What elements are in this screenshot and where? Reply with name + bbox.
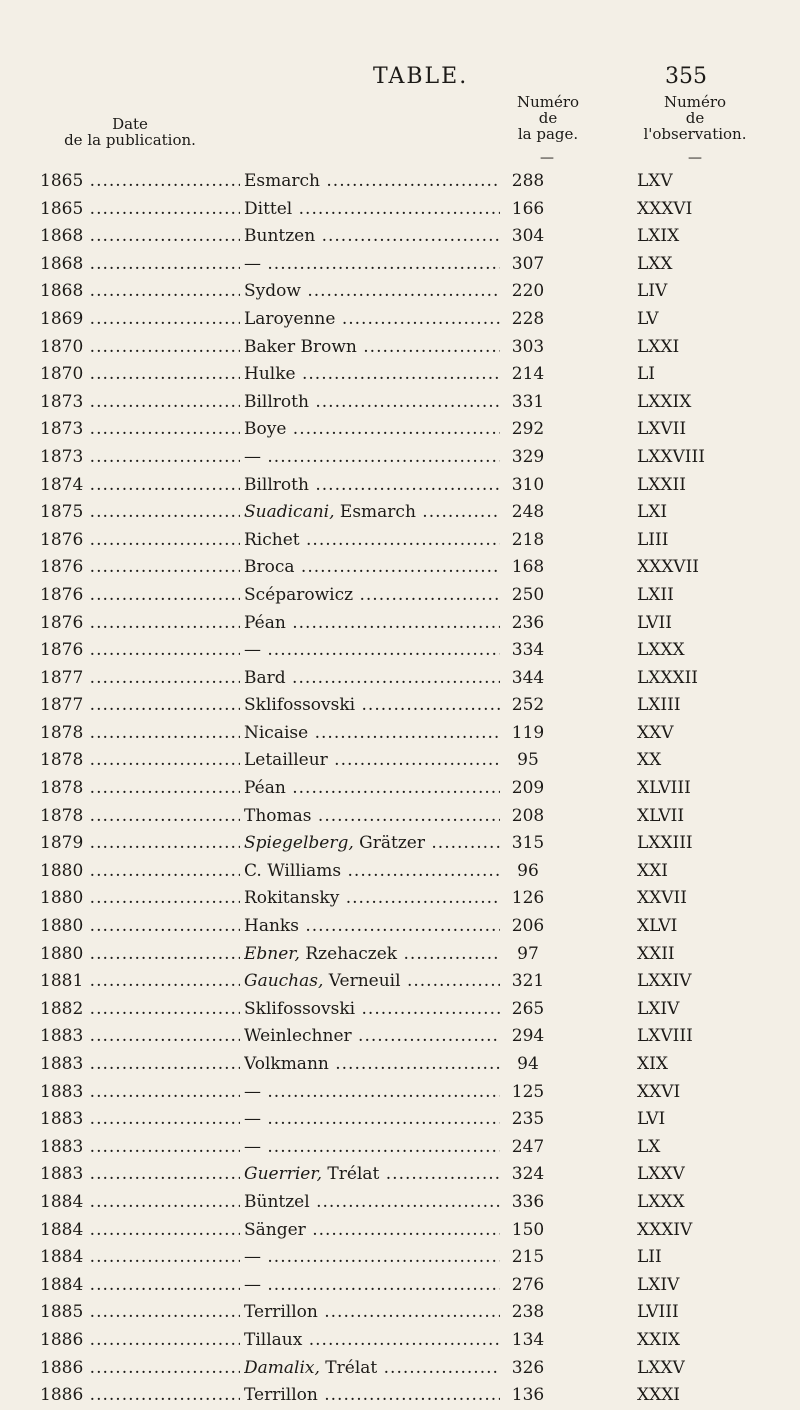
page-number-cell: 119 (511, 722, 545, 743)
page-number-cell: 97 (517, 943, 539, 964)
author-name (244, 554, 500, 582)
observation-number-cell: LXIX (637, 226, 680, 247)
page-number-cell: 288 (511, 171, 545, 191)
author-name (244, 444, 500, 472)
observation-number-cell: XXII (637, 943, 675, 964)
page-number-cell: 209 (511, 778, 545, 799)
author-name-text: Laroyenne (244, 308, 336, 329)
author-name-text: Nicaise (244, 722, 309, 743)
author-name (244, 747, 500, 775)
publication-date: 1876 ..... (40, 582, 240, 610)
author-name (244, 1299, 500, 1327)
author-name (244, 582, 500, 610)
column-header-line: de (685, 109, 705, 127)
author-name-text: Péan (244, 612, 286, 633)
observation-number-cell: LXXI (637, 336, 680, 357)
page-number-cell: 96 (517, 860, 539, 881)
page-number-cell: 331 (511, 391, 545, 412)
author-name-italic: Ebner, (244, 943, 300, 964)
publication-date: 1881 ..... (40, 968, 240, 996)
author-name (244, 361, 500, 389)
table-row (0, 747, 800, 775)
page-number-cell: 247 (511, 1136, 545, 1157)
author-name-text: Broca (244, 557, 295, 578)
table-row (0, 1106, 800, 1134)
publication-date: 1880 ..... (40, 858, 240, 886)
observation-number-cell: LXXIX (637, 391, 692, 412)
page-number-cell: 220 (511, 281, 545, 302)
page-number-cell: 238 (511, 1302, 545, 1323)
publication-date: 1878 ..... (40, 803, 240, 831)
observation-number-cell: XX (637, 750, 662, 771)
table-row (0, 1051, 800, 1079)
column-header-line: la page. (517, 125, 579, 143)
observation-number-cell: LI (637, 364, 656, 385)
table-row (0, 1161, 800, 1189)
table-row (0, 858, 800, 886)
publication-date: 1877 ..... (40, 665, 240, 693)
publication-date: 1878 ..... (40, 720, 240, 748)
page-number-cell: 126 (511, 888, 545, 909)
column-header-line: de la publication. (64, 131, 196, 149)
observation-number-cell: LXX (637, 253, 673, 274)
publication-date: 1875 ..... (40, 499, 240, 527)
publication-date: 1876 ..... (40, 637, 240, 665)
author-name (244, 665, 500, 693)
column-header-page (488, 94, 608, 142)
observation-number-cell: XXV (637, 722, 674, 743)
author-name (244, 306, 500, 334)
publication-date: 1884 ..... (40, 1244, 240, 1272)
author-name-text: Buntzen (244, 226, 316, 247)
table-row (0, 941, 800, 969)
author-name (244, 1382, 500, 1410)
observation-number-cell: LVIII (637, 1302, 679, 1323)
observation-number-cell: LXVII (637, 419, 687, 440)
observation-number-cell: LXXII (637, 474, 686, 495)
publication-date: 1878 ..... (40, 775, 240, 803)
publication-date: 1883 ..... (40, 1051, 240, 1079)
publication-date: 1873 ..... (40, 389, 240, 417)
publication-date: 1868 ..... (40, 278, 240, 306)
page-number-cell: 344 (511, 667, 545, 688)
publication-date: 1885 ..... (40, 1299, 240, 1327)
publication-date: 1865 ..... (40, 196, 240, 224)
author-name (244, 610, 500, 638)
author-name (244, 720, 500, 748)
page-number-cell: 136 (511, 1385, 545, 1406)
author-name (244, 913, 500, 941)
column-header-dash: — (540, 150, 554, 166)
publication-date: 1883 ..... (40, 1134, 240, 1162)
author-name-text: Letailleur (244, 750, 328, 771)
author-name-text: Bard (244, 667, 286, 688)
table-row (0, 913, 800, 941)
table-row (0, 1217, 800, 1245)
observation-number-cell: LXV (637, 171, 673, 191)
page-number-cell: 134 (511, 1329, 545, 1350)
table-row (0, 692, 800, 720)
observation-number-cell: LX (637, 1136, 661, 1157)
table-row (0, 251, 800, 279)
page-number-cell: 329 (511, 446, 545, 467)
page-number-cell: 206 (511, 916, 545, 937)
author-name (244, 775, 500, 803)
author-name (244, 1272, 500, 1300)
page-number-cell: 324 (511, 1164, 545, 1185)
author-name-rest: Esmarch (334, 502, 416, 523)
author-name (244, 223, 500, 251)
author-name (244, 803, 500, 831)
publication-date: 1880 ..... (40, 941, 240, 969)
observation-number-cell: LIII (637, 529, 669, 550)
column-header-line: l'observation. (643, 125, 747, 143)
page-number-cell: 276 (511, 1274, 545, 1295)
observation-number-cell: LXIII (637, 695, 681, 716)
publication-date: 1874 ..... (40, 472, 240, 500)
page-number: 355 (665, 64, 707, 89)
author-name-text: Sklifossovski (244, 998, 356, 1019)
author-name-text: Volkmann (244, 1054, 329, 1074)
author-name-text: Dittel (244, 198, 293, 219)
page-number-cell: 166 (511, 198, 545, 219)
table-row (0, 1079, 800, 1107)
author-name (244, 1244, 500, 1272)
table-row (0, 223, 800, 251)
publication-date: 1868 ..... (40, 223, 240, 251)
author-name (244, 996, 500, 1024)
observation-number-cell: XLVII (637, 805, 685, 826)
publication-date: 1883 ..... (40, 1161, 240, 1189)
author-name-text: Sydow (244, 281, 301, 302)
observation-number-cell: LVII (637, 612, 672, 633)
column-header-date (40, 116, 220, 148)
table-row (0, 361, 800, 389)
author-name-text: Terrillon (244, 1385, 318, 1406)
author-name-text: Tillaux (244, 1329, 303, 1350)
publication-date: 1884 ..... (40, 1272, 240, 1300)
author-name (244, 416, 500, 444)
table-row (0, 1327, 800, 1355)
publication-date: 1880 ..... (40, 885, 240, 913)
page-number-cell: 235 (511, 1109, 545, 1130)
author-name (244, 692, 500, 720)
author-name-text: Billroth (244, 474, 309, 495)
author-name-text: — (244, 253, 261, 274)
observation-number-cell: LXXIII (637, 833, 693, 854)
observation-number-cell: LV (637, 308, 659, 329)
page-number-cell: 303 (511, 336, 545, 357)
publication-date: 1868 ..... (40, 251, 240, 279)
page-number-cell: 294 (511, 1026, 545, 1047)
publication-date: 1884 ..... (40, 1189, 240, 1217)
observation-number-cell: XXVI (637, 1081, 681, 1102)
author-name-text: — (244, 446, 261, 467)
author-name-rest: Verneuil (323, 971, 401, 992)
page-number-cell: 208 (511, 805, 545, 826)
author-name (244, 1106, 500, 1134)
publication-date: 1870 ..... (40, 361, 240, 389)
author-name-text: C. Williams (244, 860, 342, 881)
publication-date: 1878 ..... (40, 747, 240, 775)
author-name-text: Boye (244, 419, 287, 440)
table-row (0, 720, 800, 748)
page-number-cell: 236 (511, 612, 545, 633)
observation-number-cell: LXIV (637, 998, 680, 1019)
page-number-cell: 304 (511, 226, 545, 247)
author-name-text: — (244, 1081, 261, 1102)
observation-number-cell: XXIX (637, 1329, 681, 1350)
observation-number-cell: XXVII (637, 888, 687, 909)
author-name (244, 1023, 500, 1051)
table-row (0, 1244, 800, 1272)
author-name-text: Sklifossovski (244, 695, 356, 716)
page-number-cell: 214 (511, 364, 545, 385)
page-number-cell: 150 (511, 1219, 545, 1240)
observation-number-cell: XXI (637, 860, 668, 881)
author-name-text: Weinlechner (244, 1026, 352, 1047)
author-name-text: Péan (244, 778, 286, 799)
observation-number-cell: LXXXII (637, 667, 699, 688)
publication-table (0, 168, 800, 1410)
author-name (244, 968, 500, 996)
page-number-cell: 218 (511, 529, 545, 550)
publication-date: 1873 ..... (40, 416, 240, 444)
observation-number-cell: LII (637, 1247, 662, 1268)
author-name-rest: Grätzer (353, 833, 425, 854)
column-header-line: Numéro (663, 93, 727, 111)
page-number-cell: 250 (511, 584, 545, 605)
author-name-text: Richet (244, 529, 300, 550)
author-name-text: — (244, 1109, 261, 1130)
publication-date: 1870 ..... (40, 334, 240, 362)
table-row (0, 996, 800, 1024)
table-row (0, 1272, 800, 1300)
column-header-observation (620, 94, 770, 142)
observation-number-cell: LXII (637, 584, 674, 605)
author-name (244, 168, 500, 196)
page-number-cell: 326 (511, 1357, 545, 1378)
author-name-text: Sänger (244, 1219, 306, 1240)
table-row (0, 527, 800, 555)
author-name-text: Thomas (244, 805, 312, 826)
author-name-text: Büntzel (244, 1191, 310, 1212)
page-number-cell: 336 (511, 1191, 545, 1212)
table-row (0, 582, 800, 610)
page-number-cell: 334 (511, 640, 545, 661)
observation-number-cell: XXXIV (637, 1219, 693, 1240)
author-name-text: — (244, 1136, 261, 1157)
page-number-cell: 94 (517, 1054, 539, 1074)
author-name-text: Esmarch (244, 171, 320, 191)
observation-number-cell: LXI (637, 502, 668, 523)
publication-date: 1876 ..... (40, 554, 240, 582)
table-row (0, 1382, 800, 1410)
author-name (244, 941, 500, 969)
publication-date: 1886 ..... (40, 1382, 240, 1410)
author-name-text: Baker Brown (244, 336, 357, 357)
author-name-italic: Damalix, (244, 1357, 320, 1378)
author-name (244, 1355, 500, 1383)
table-row (0, 803, 800, 831)
page-number-cell: 248 (511, 502, 545, 523)
author-name-text: Hulke (244, 364, 296, 385)
author-name (244, 334, 500, 362)
publication-date: 1865 ..... (40, 168, 240, 196)
observation-number-cell: LXXIV (637, 971, 692, 992)
page-number-cell: 307 (511, 253, 545, 274)
observation-number-cell: XXXVII (637, 557, 700, 578)
table-row (0, 196, 800, 224)
publication-date: 1882 ..... (40, 996, 240, 1024)
table-row (0, 444, 800, 472)
author-name (244, 251, 500, 279)
observation-number-cell: XXXVI (637, 198, 693, 219)
author-name (244, 1217, 500, 1245)
publication-date: 1884 ..... (40, 1217, 240, 1245)
page-number-cell: 310 (511, 474, 545, 495)
table-row (0, 554, 800, 582)
table-row (0, 968, 800, 996)
author-name (244, 1189, 500, 1217)
table-row (0, 472, 800, 500)
publication-date: 1876 ..... (40, 527, 240, 555)
table-row (0, 168, 800, 196)
page-number-cell: 228 (511, 308, 545, 329)
publication-date: 1883 ..... (40, 1079, 240, 1107)
publication-date: 1883 ..... (40, 1023, 240, 1051)
observation-number-cell: LIV (637, 281, 668, 302)
observation-number-cell: LXXV (637, 1357, 685, 1378)
author-name-text: Terrillon (244, 1302, 318, 1323)
author-name (244, 830, 500, 858)
publication-date: 1883 ..... (40, 1106, 240, 1134)
author-name (244, 1161, 500, 1189)
observation-number-cell: LVI (637, 1109, 666, 1130)
column-header-line: Date (112, 115, 148, 133)
table-row (0, 278, 800, 306)
observation-number-cell: LXXVIII (637, 446, 705, 467)
page-header (0, 64, 800, 94)
table-row (0, 389, 800, 417)
author-name (244, 278, 500, 306)
author-name (244, 1134, 500, 1162)
publication-date: 1886 ..... (40, 1327, 240, 1355)
observation-number-cell: XXXI (637, 1385, 681, 1406)
author-name (244, 1051, 500, 1079)
author-name (244, 196, 500, 224)
table-row (0, 775, 800, 803)
author-name (244, 1327, 500, 1355)
column-header-dash: — (688, 150, 702, 166)
publication-date: 1873 ..... (40, 444, 240, 472)
author-name-italic: Suadicani, (244, 502, 335, 523)
table-row (0, 885, 800, 913)
table-row (0, 1355, 800, 1383)
table-row (0, 637, 800, 665)
column-header-line: Numéro (516, 93, 580, 111)
author-name (244, 472, 500, 500)
observation-number-cell: LXIV (637, 1274, 680, 1295)
author-name-text: Rokitansky (244, 888, 340, 909)
author-name-text: Hanks (244, 916, 299, 937)
observation-number-cell: XLVIII (637, 778, 691, 799)
page-number-cell: 321 (511, 971, 545, 992)
author-name-rest: Rzehaczek (299, 943, 398, 964)
observation-number-cell: LXXV (637, 1164, 685, 1185)
author-name (244, 499, 500, 527)
author-name-text: — (244, 640, 261, 661)
author-name-italic: Spiegelberg, (244, 833, 354, 854)
publication-date: 1876 ..... (40, 610, 240, 638)
publication-date: 1877 ..... (40, 692, 240, 720)
table-row (0, 1134, 800, 1162)
observation-number-cell: LXXX (637, 1191, 685, 1212)
table-row (0, 306, 800, 334)
table-row (0, 499, 800, 527)
table-row (0, 1299, 800, 1327)
publication-date: 1886 ..... (40, 1355, 240, 1383)
publication-date: 1879 ..... (40, 830, 240, 858)
author-name (244, 885, 500, 913)
page-number-cell: 315 (511, 833, 545, 854)
author-name-text: Scéparowicz (244, 584, 354, 605)
page-number-cell: 168 (511, 557, 545, 578)
author-name-italic: Gauchas, (244, 971, 324, 992)
page-number-cell: 265 (511, 998, 545, 1019)
author-name-rest: Trélat (322, 1164, 380, 1185)
table-row (0, 416, 800, 444)
table-row (0, 1023, 800, 1051)
page-title: TABLE. (373, 64, 469, 89)
author-name-text: Billroth (244, 391, 309, 412)
author-name (244, 1079, 500, 1107)
author-name (244, 858, 500, 886)
page-number-cell: 292 (511, 419, 545, 440)
observation-number-cell: LXVIII (637, 1026, 693, 1047)
page-number-cell: 95 (517, 750, 539, 771)
table-row (0, 610, 800, 638)
observation-number-cell: LXXX (637, 640, 685, 661)
page-number-cell: 252 (511, 695, 545, 716)
table-row (0, 1189, 800, 1217)
author-name (244, 637, 500, 665)
page-number-cell: 215 (511, 1247, 545, 1268)
table-row (0, 665, 800, 693)
author-name (244, 389, 500, 417)
column-header-line: de (538, 109, 558, 127)
author-name-text: — (244, 1247, 261, 1268)
author-name (244, 527, 500, 555)
observation-number-cell: XIX (637, 1054, 668, 1074)
author-name-text: — (244, 1274, 261, 1295)
publication-date: 1880 ..... (40, 913, 240, 941)
publication-date: 1869 ..... (40, 306, 240, 334)
observation-number-cell: XLVI (637, 916, 678, 937)
page-number-cell: 125 (511, 1081, 545, 1102)
author-name-italic: Guerrier, (244, 1164, 323, 1185)
author-name-rest: Trélat (319, 1357, 378, 1378)
table-row (0, 334, 800, 362)
table-row (0, 830, 800, 858)
